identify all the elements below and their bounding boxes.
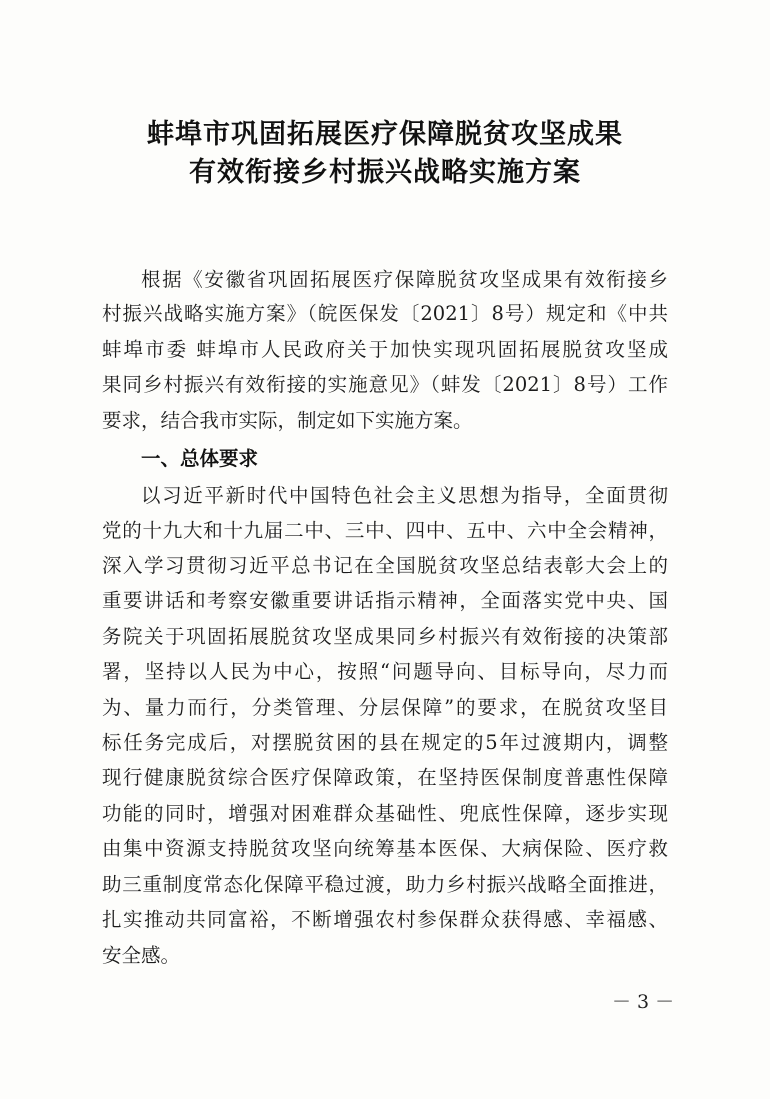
page-number: － 3 － — [612, 991, 675, 1013]
section-line: 助三重制度常态化保障平稳过渡，助力乡村振兴战略全面推进， — [102, 873, 668, 896]
intro-line: 要求，结合我市实际，制定如下实施方案。 — [102, 409, 473, 432]
section-line: 安全感。 — [102, 944, 181, 967]
section-line: 标任务完成后，对摆脱贫困的县在规定的5年过渡期内，调整 — [102, 731, 668, 754]
intro-line: 村振兴战略实施方案》（皖医保发〔2021〕8号）规定和《中共 — [102, 302, 668, 325]
section-line: 以习近平新时代中国特色社会主义思想为指导，全面贯彻 — [141, 484, 668, 507]
section-heading: 一、总体要求 — [141, 447, 259, 470]
section-line: 由集中资源支持脱贫攻坚向统筹基本医保、大病保险、医疗救 — [102, 837, 668, 860]
section-line: 功能的同时，增强对困难群众基础性、兜底性保障，逐步实现 — [102, 802, 668, 825]
document-title-line-2: 有效衔接乡村振兴战略实施方案 — [189, 157, 581, 188]
intro-line: 蚌埠市委 蚌埠市人民政府关于加快实现巩固拓展脱贫攻坚成 — [102, 338, 668, 361]
section-line: 深入学习贯彻习近平总书记在全国脱贫攻坚总结表彰大会上的 — [102, 554, 668, 577]
section-line: 党的十九大和十九届二中、三中、四中、五中、六中全会精神， — [102, 519, 668, 542]
section-line: 扎实推动共同富裕，不断增强农村参保群众获得感、幸福感、 — [102, 908, 668, 931]
intro-line: 根据《安徽省巩固拓展医疗保障脱贫攻坚成果有效衔接乡 — [141, 268, 668, 291]
section-line: 重要讲话和考察安徽重要讲话指示精神，全面落实党中央、国 — [102, 589, 668, 612]
section-line: 为、量力而行，分类管理、分层保障”的要求，在脱贫攻坚目 — [102, 696, 668, 719]
section-line: 现行健康脱贫综合医疗保障政策，在坚持医保制度普惠性保障 — [102, 766, 668, 789]
document-title-line-1: 蚌埠市巩固拓展医疗保障脱贫攻坚成果 — [147, 119, 623, 150]
section-line: 务院关于巩固拓展脱贫攻坚成果同乡村振兴有效衔接的决策部 — [102, 625, 668, 648]
intro-line: 果同乡村振兴有效衔接的实施意见》（蚌发〔2021〕8号）工作 — [102, 373, 668, 396]
section-line: 署，坚持以人民为中心，按照“问题导向、目标导向，尽力而 — [102, 660, 668, 683]
